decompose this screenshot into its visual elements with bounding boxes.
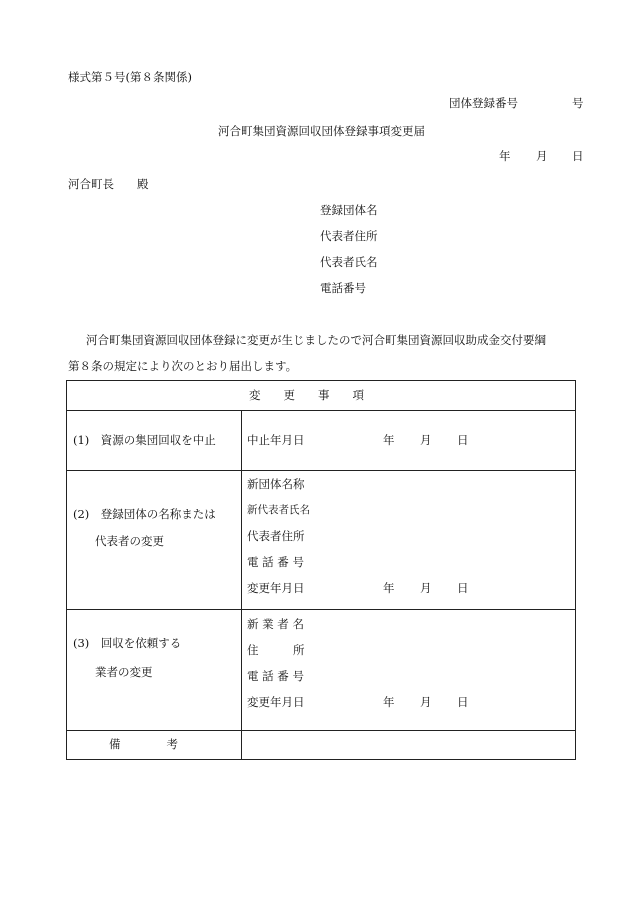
applicant-phone-label: 電話番号: [320, 281, 366, 295]
row3-label-line1: (3) 回収を依頼する: [73, 636, 182, 650]
row1-month: 月: [420, 433, 432, 447]
body-text-line2: 第８条の規定により次のとおり届出します。: [68, 359, 298, 373]
row3-field-change-date: 変更年月日: [247, 695, 305, 709]
row2-field-phone: 電 話 番 号: [247, 555, 304, 569]
row3-month: 月: [420, 695, 432, 709]
body-text-line1: 河合町集団資源回収団体登録に変更が生じましたので河合町集団資源回収助成金交付要綱: [86, 333, 546, 347]
row1-field-stop-date: 中止年月日: [247, 433, 305, 447]
row2-month: 月: [420, 581, 432, 595]
applicant-rep-address-label: 代表者住所: [320, 229, 378, 243]
row3-field-phone: 電 話 番 号: [247, 669, 304, 683]
remarks-label: 備 考: [109, 737, 178, 751]
row1-label: (1) 資源の集団回収を中止: [73, 433, 216, 447]
date-month: 月: [536, 149, 548, 163]
row2-day: 日: [457, 581, 469, 595]
table-divider: [67, 730, 575, 731]
row2-field-change-date: 変更年月日: [247, 581, 305, 595]
table-divider: [67, 470, 575, 471]
row3-year: 年: [383, 695, 395, 709]
registration-number-suffix: 号: [572, 96, 584, 110]
row3-field-new-vendor-name: 新 業 者 名: [247, 617, 304, 631]
table-column-divider: [241, 410, 242, 760]
registration-number-label: 団体登録番号: [449, 96, 518, 110]
addressee: 河合町長 殿: [68, 177, 149, 191]
row2-year: 年: [383, 581, 395, 595]
table-divider: [67, 609, 575, 610]
row2-field-new-rep-name: 新代表者氏名: [247, 504, 310, 516]
date-day: 日: [572, 149, 584, 163]
row2-field-new-group-name: 新団体名称: [247, 477, 305, 491]
row2-label-line1: (2) 登録団体の名称または: [73, 507, 216, 521]
row3-day: 日: [457, 695, 469, 709]
form-number: 様式第５号(第８条関係): [68, 70, 192, 84]
row2-field-rep-address: 代表者住所: [247, 529, 305, 543]
row2-label-line2: 代表者の変更: [95, 534, 164, 548]
row3-field-address: 住 所: [247, 643, 305, 657]
document-title: 河合町集団資源回収団体登録事項変更届: [218, 124, 425, 138]
row1-day: 日: [457, 433, 469, 447]
table-divider: [67, 410, 575, 411]
change-items-table: [66, 380, 576, 760]
applicant-group-name-label: 登録団体名: [320, 203, 378, 217]
date-year: 年: [499, 149, 511, 163]
row1-year: 年: [383, 433, 395, 447]
applicant-rep-name-label: 代表者氏名: [320, 255, 378, 269]
table-header: 変 更 事 項: [249, 388, 364, 402]
row3-label-line2: 業者の変更: [95, 665, 153, 679]
